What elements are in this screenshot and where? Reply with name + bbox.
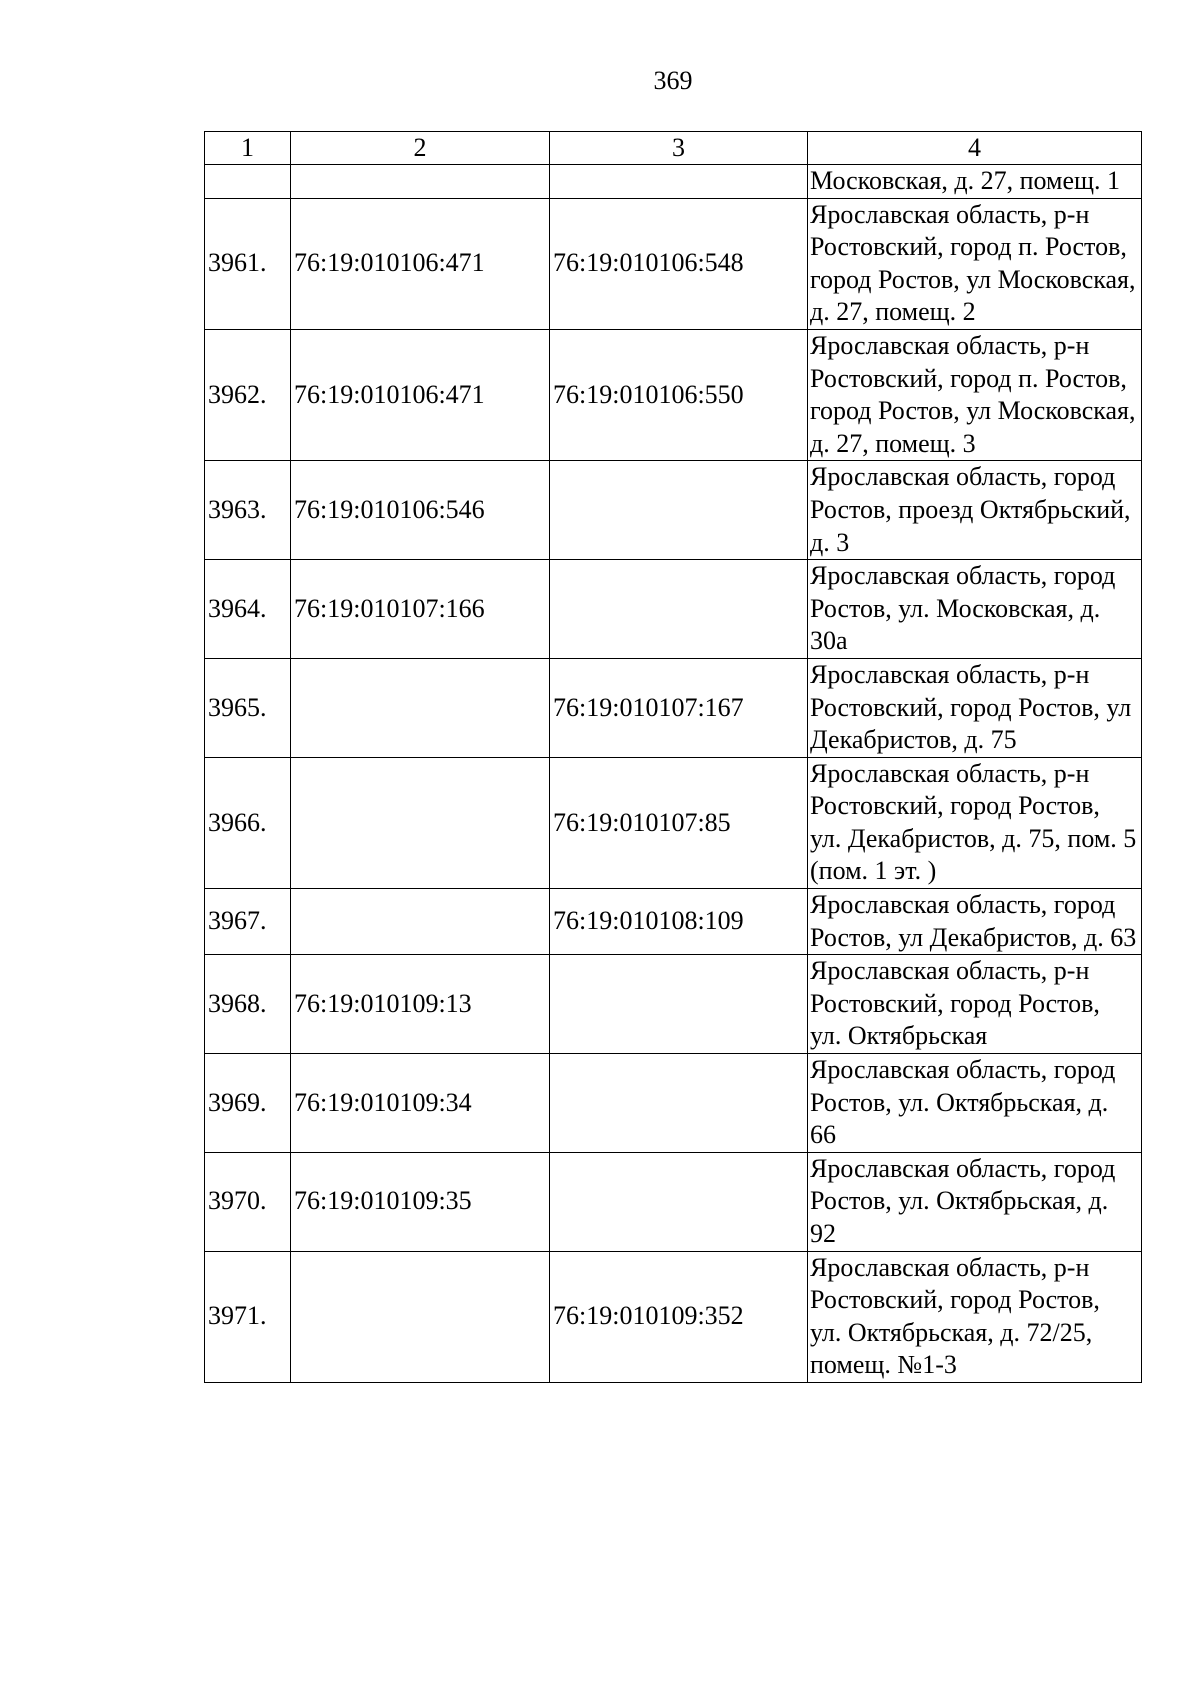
cadastral-parcel-cell: 76:19:010107:166 <box>291 560 550 659</box>
cadastral-parcel-cell <box>291 1251 550 1382</box>
address-cell: Московская, д. 27, помещ. 1 <box>808 165 1142 199</box>
cadastral-object-cell <box>550 1054 808 1153</box>
address-cell: Ярославская область, р-н Ростовский, город п. Ростов, город Ростов, ул Московская, д. 27, помещ. 3 <box>808 329 1142 460</box>
table-row <box>205 461 1142 560</box>
cadastral-object-cell <box>550 1152 808 1251</box>
cadastral-object-cell <box>550 955 808 1054</box>
column-number: 3 <box>550 132 808 165</box>
column-number: 2 <box>291 132 550 165</box>
row-number-cell: 3962. <box>205 329 291 460</box>
row-number-cell: 3965. <box>205 658 291 757</box>
row-number-cell: 3967. <box>205 889 291 955</box>
row-number-cell: 3966. <box>205 757 291 888</box>
address-cell: Ярославская область, р-н Ростовский, город п. Ростов, город Ростов, ул Московская, д. 27, помещ. 2 <box>808 198 1142 329</box>
address-cell: Ярославская область, город Ростов, ул. Октябрьская, д. 92 <box>808 1152 1142 1251</box>
address-cell: Ярославская область, город Ростов, проезд Октябрьский, д. 3 <box>808 461 1142 560</box>
cadastral-parcel-cell: 76:19:010106:471 <box>291 198 550 329</box>
cadastral-parcel-cell: 76:19:010106:471 <box>291 329 550 460</box>
table-row <box>205 165 1142 199</box>
cadastral-object-cell: 76:19:010106:550 <box>550 329 808 460</box>
cadastral-object-cell: 76:19:010109:352 <box>550 1251 808 1382</box>
cadastral-parcel-cell: 76:19:010106:546 <box>291 461 550 560</box>
table-row <box>205 955 1142 1054</box>
address-cell: Ярославская область, р-н Ростовский, город Ростов, ул. Октябрьская <box>808 955 1142 1054</box>
table-row <box>205 757 1142 888</box>
row-number-cell: 3971. <box>205 1251 291 1382</box>
table-row <box>205 658 1142 757</box>
row-number-cell: 3961. <box>205 198 291 329</box>
cadastral-object-cell: 76:19:010106:548 <box>550 198 808 329</box>
row-number-cell <box>205 165 291 199</box>
cadastral-parcel-cell <box>291 165 550 199</box>
row-number-cell: 3964. <box>205 560 291 659</box>
row-number-cell: 3968. <box>205 955 291 1054</box>
cadastral-parcel-cell: 76:19:010109:13 <box>291 955 550 1054</box>
address-cell: Ярославская область, р-н Ростовский, город Ростов, ул. Декабристов, д. 75, пом. 5 (пом. 1 эт. ) <box>808 757 1142 888</box>
cadastral-object-cell <box>550 461 808 560</box>
address-cell: Ярославская область, р-н Ростовский, город Ростов, ул. Октябрьская, д. 72/25, помещ. №1-3 <box>808 1251 1142 1382</box>
cadastral-parcel-cell <box>291 658 550 757</box>
table-row <box>205 1054 1142 1153</box>
cadastral-parcel-cell <box>291 889 550 955</box>
cadastral-parcel-cell <box>291 757 550 888</box>
row-number-cell: 3963. <box>205 461 291 560</box>
cadastral-object-cell <box>550 560 808 659</box>
table-row <box>205 198 1142 329</box>
cadastral-object-cell: 76:19:010107:167 <box>550 658 808 757</box>
address-cell: Ярославская область, город Ростов, ул Декабристов, д. 63 <box>808 889 1142 955</box>
table-body <box>205 132 1142 1383</box>
registry-table <box>204 131 1142 1383</box>
address-cell: Ярославская область, город Ростов, ул. Октябрьская, д. 66 <box>808 1054 1142 1153</box>
row-number-cell: 3970. <box>205 1152 291 1251</box>
cadastral-object-cell <box>550 165 808 199</box>
table-row <box>205 889 1142 955</box>
table-row <box>205 560 1142 659</box>
page-number: 369 <box>653 66 693 95</box>
table-row <box>205 1152 1142 1251</box>
table-row <box>205 329 1142 460</box>
column-number: 1 <box>205 132 291 165</box>
row-number-cell: 3969. <box>205 1054 291 1153</box>
cadastral-parcel-cell: 76:19:010109:34 <box>291 1054 550 1153</box>
column-number-row <box>205 132 1142 165</box>
table-row <box>205 1251 1142 1382</box>
cadastral-parcel-cell: 76:19:010109:35 <box>291 1152 550 1251</box>
address-cell: Ярославская область, город Ростов, ул. Московская, д. 30а <box>808 560 1142 659</box>
column-number: 4 <box>808 132 1142 165</box>
cadastral-object-cell: 76:19:010108:109 <box>550 889 808 955</box>
address-cell: Ярославская область, р-н Ростовский, город Ростов, ул Декабристов, д. 75 <box>808 658 1142 757</box>
cadastral-object-cell: 76:19:010107:85 <box>550 757 808 888</box>
